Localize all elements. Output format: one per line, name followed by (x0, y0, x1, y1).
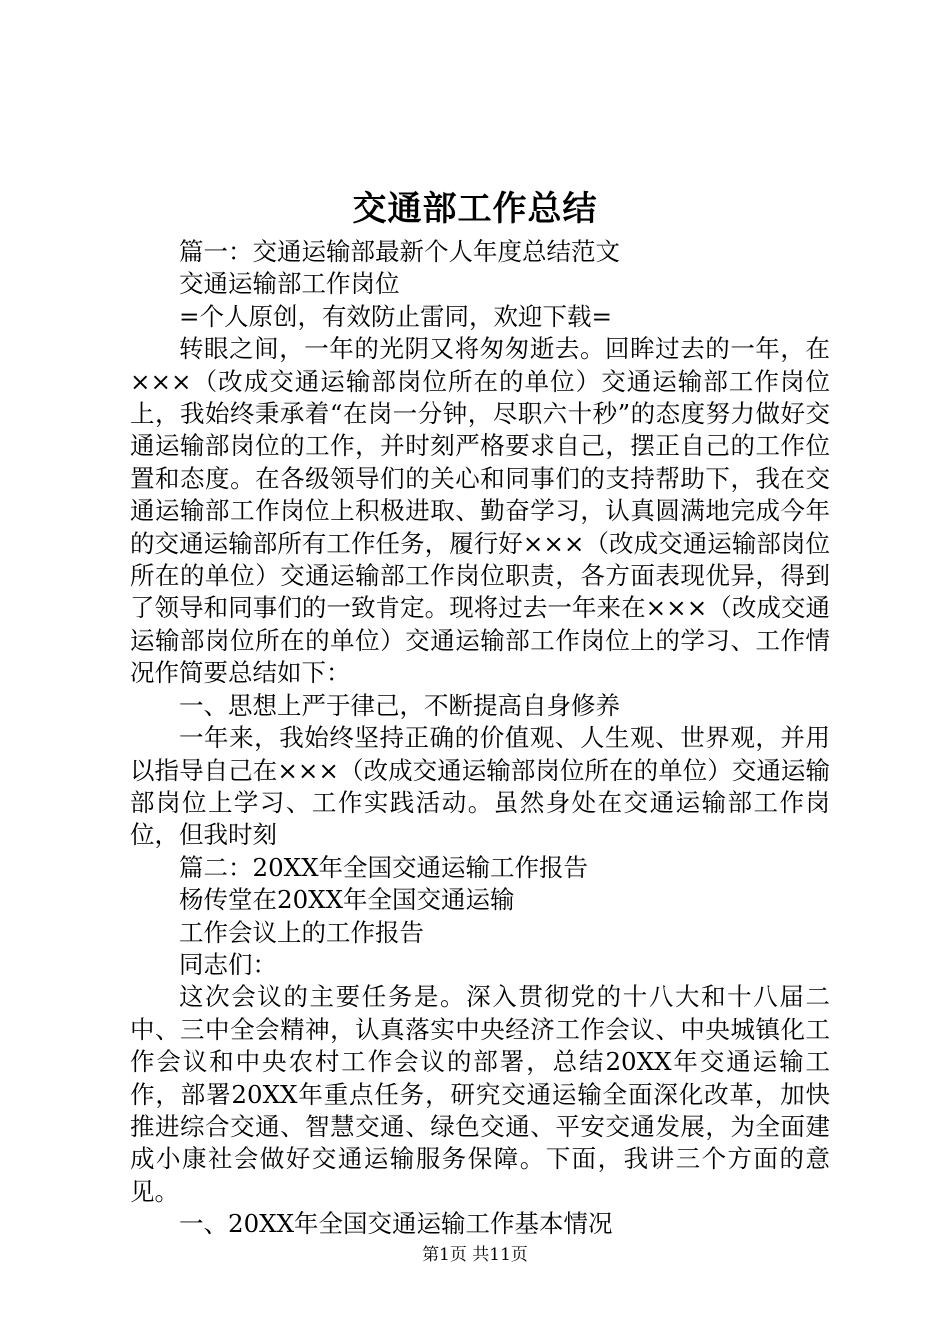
page-title: 交通部工作总结 (352, 189, 598, 229)
paragraph-meeting-task: 这次会议的主要任务是。深入贯彻党的十八大和十八届二中、三中全会精神，认真落实中央经济工作会议、中央城镇化工作会议和中央农村工作会议的部署，总结20XX年交通运输工作，部署20XX年重点任务，研究交通运输全面深化改革，加快推进综合交通、智慧交通、绿色交通、平安交通发展，为全面建成小康社会做好交通运输服务保障。下面，我讲三个方面的意见。 (130, 982, 830, 1206)
page-number-footer: 第1页 共11页 (422, 1245, 528, 1265)
section-heading-basic-situation: 一、20XX年全国交通运输工作基本情况 (179, 1209, 613, 1239)
report-speaker-line: 杨传堂在20XX年全国交通运输 (179, 885, 515, 915)
job-title-line: 交通运输部工作岗位 (179, 269, 400, 299)
paragraph-intro: 转眼之间，一年的光阴又将匆匆逝去。回眸过去的一年，在×××（改成交通运输部岗位所在的单位）交通运输部工作岗位上，我始终秉承着“在岗一分钟，尽职六十秒”的态度努力做好交通运输部岗位的工作，并时刻严格要求自己，摆正自己的工作位置和态度。在各级领导们的关心和同事们的支持帮助下，我在交通运输部工作岗位上积极进取、勤奋学习，认真圆满地完成今年的交通运输部所有工作任务，履行好×××（改成交通运输部岗位所在的单位）交通运输部工作岗位职责，各方面表现优异，得到了领导和同事们的一致肯定。现将过去一年来在×××（改成交通运输部岗位所在的单位）交通运输部工作岗位上的学习、工作情况作简要总结如下： (130, 334, 830, 688)
section-heading-part-one: 篇一：交通运输部最新个人年度总结范文 (179, 237, 620, 266)
section-heading-ideology: 一、思想上严于律己，不断提高自身修养 (179, 690, 620, 720)
report-title-line: 工作会议上的工作报告 (179, 917, 424, 947)
salutation-line: 同志们： (179, 949, 277, 979)
document-body (130, 236, 830, 1241)
paragraph-ideology: 一年来，我始终坚持正确的价值观、人生观、世界观，并用以指导自己在×××（改成交通运输部岗位所在的单位）交通运输部岗位上学习、工作实践活动。虽然身处在交通运输部工作岗位，但我时刻 (130, 723, 830, 850)
section-heading-part-two: 篇二：20XX年全国交通运输工作报告 (179, 852, 589, 882)
original-notice-line: =个人原创，有效防止雷同，欢迎下载= (179, 301, 613, 331)
